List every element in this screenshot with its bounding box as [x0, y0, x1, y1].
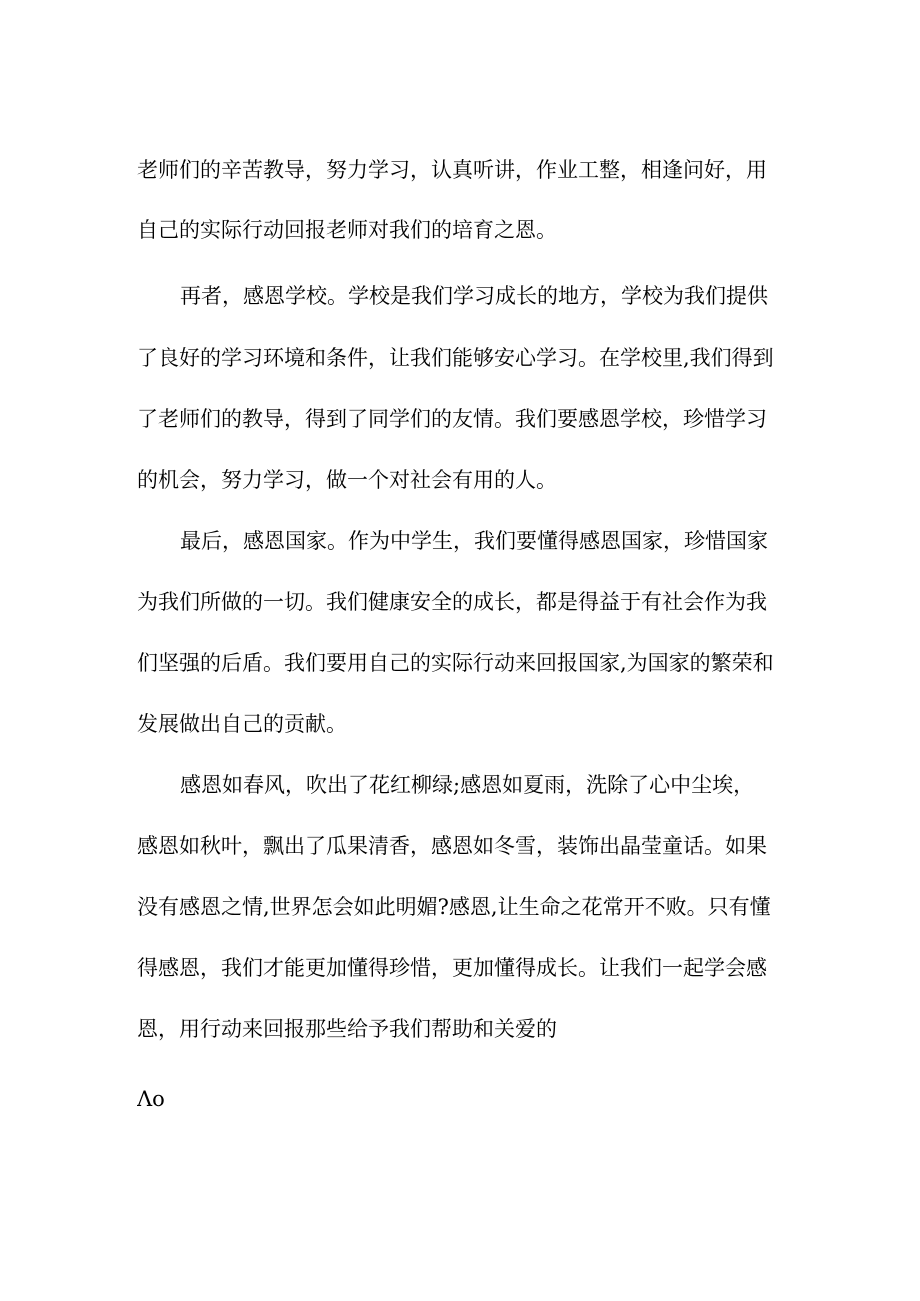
text-line: 没有感恩之情,世界怎会如此明媚?感恩,让生命之花常开不败。只有懂 — [137, 895, 771, 919]
text-line: 恩，用行动来回报那些给予我们帮助和关爱的 — [137, 1017, 557, 1041]
text-line: 感恩如秋叶，飘出了瓜果清香，感恩如冬雪，装饰出晶莹童话。如果 — [137, 834, 767, 858]
text-line: 了老师们的教导，得到了同学们的友情。我们要感恩学校，珍惜学习 — [137, 407, 767, 431]
text-line: 的机会，努力学习，做一个对社会有用的人。 — [137, 468, 557, 492]
text-line: Λo — [137, 1087, 165, 1111]
text-line: 感恩如春风，吹出了花红柳绿;感恩如夏雨，洗除了心中尘埃， — [180, 773, 755, 797]
text-line: 发展做出自己的贡献。 — [137, 712, 347, 736]
text-line: 为我们所做的一切。我们健康安全的成长，都是得益于有社会作为我 — [137, 590, 767, 614]
text-line: 得感恩，我们才能更加懂得珍惜，更加懂得成长。让我们一起学会感 — [137, 956, 767, 980]
text-line: 再者，感恩学校。学校是我们学习成长的地方，学校为我们提供 — [180, 284, 768, 308]
text-line: 最后，感恩国家。作为中学生，我们要懂得感恩国家，珍惜国家 — [180, 529, 768, 553]
text-line: 自己的实际行动回报老师对我们的培育之恩。 — [137, 218, 557, 242]
text-line: 了良好的学习环境和条件，让我们能够安心学习。在学校里,我们得到 — [137, 346, 774, 370]
text-line: 们坚强的后盾。我们要用自己的实际行动来回报国家,为国家的繁荣和 — [137, 651, 774, 675]
text-line: 老师们的辛苦教导，努力学习，认真听讲，作业工整，相逢问好，用 — [137, 158, 767, 182]
